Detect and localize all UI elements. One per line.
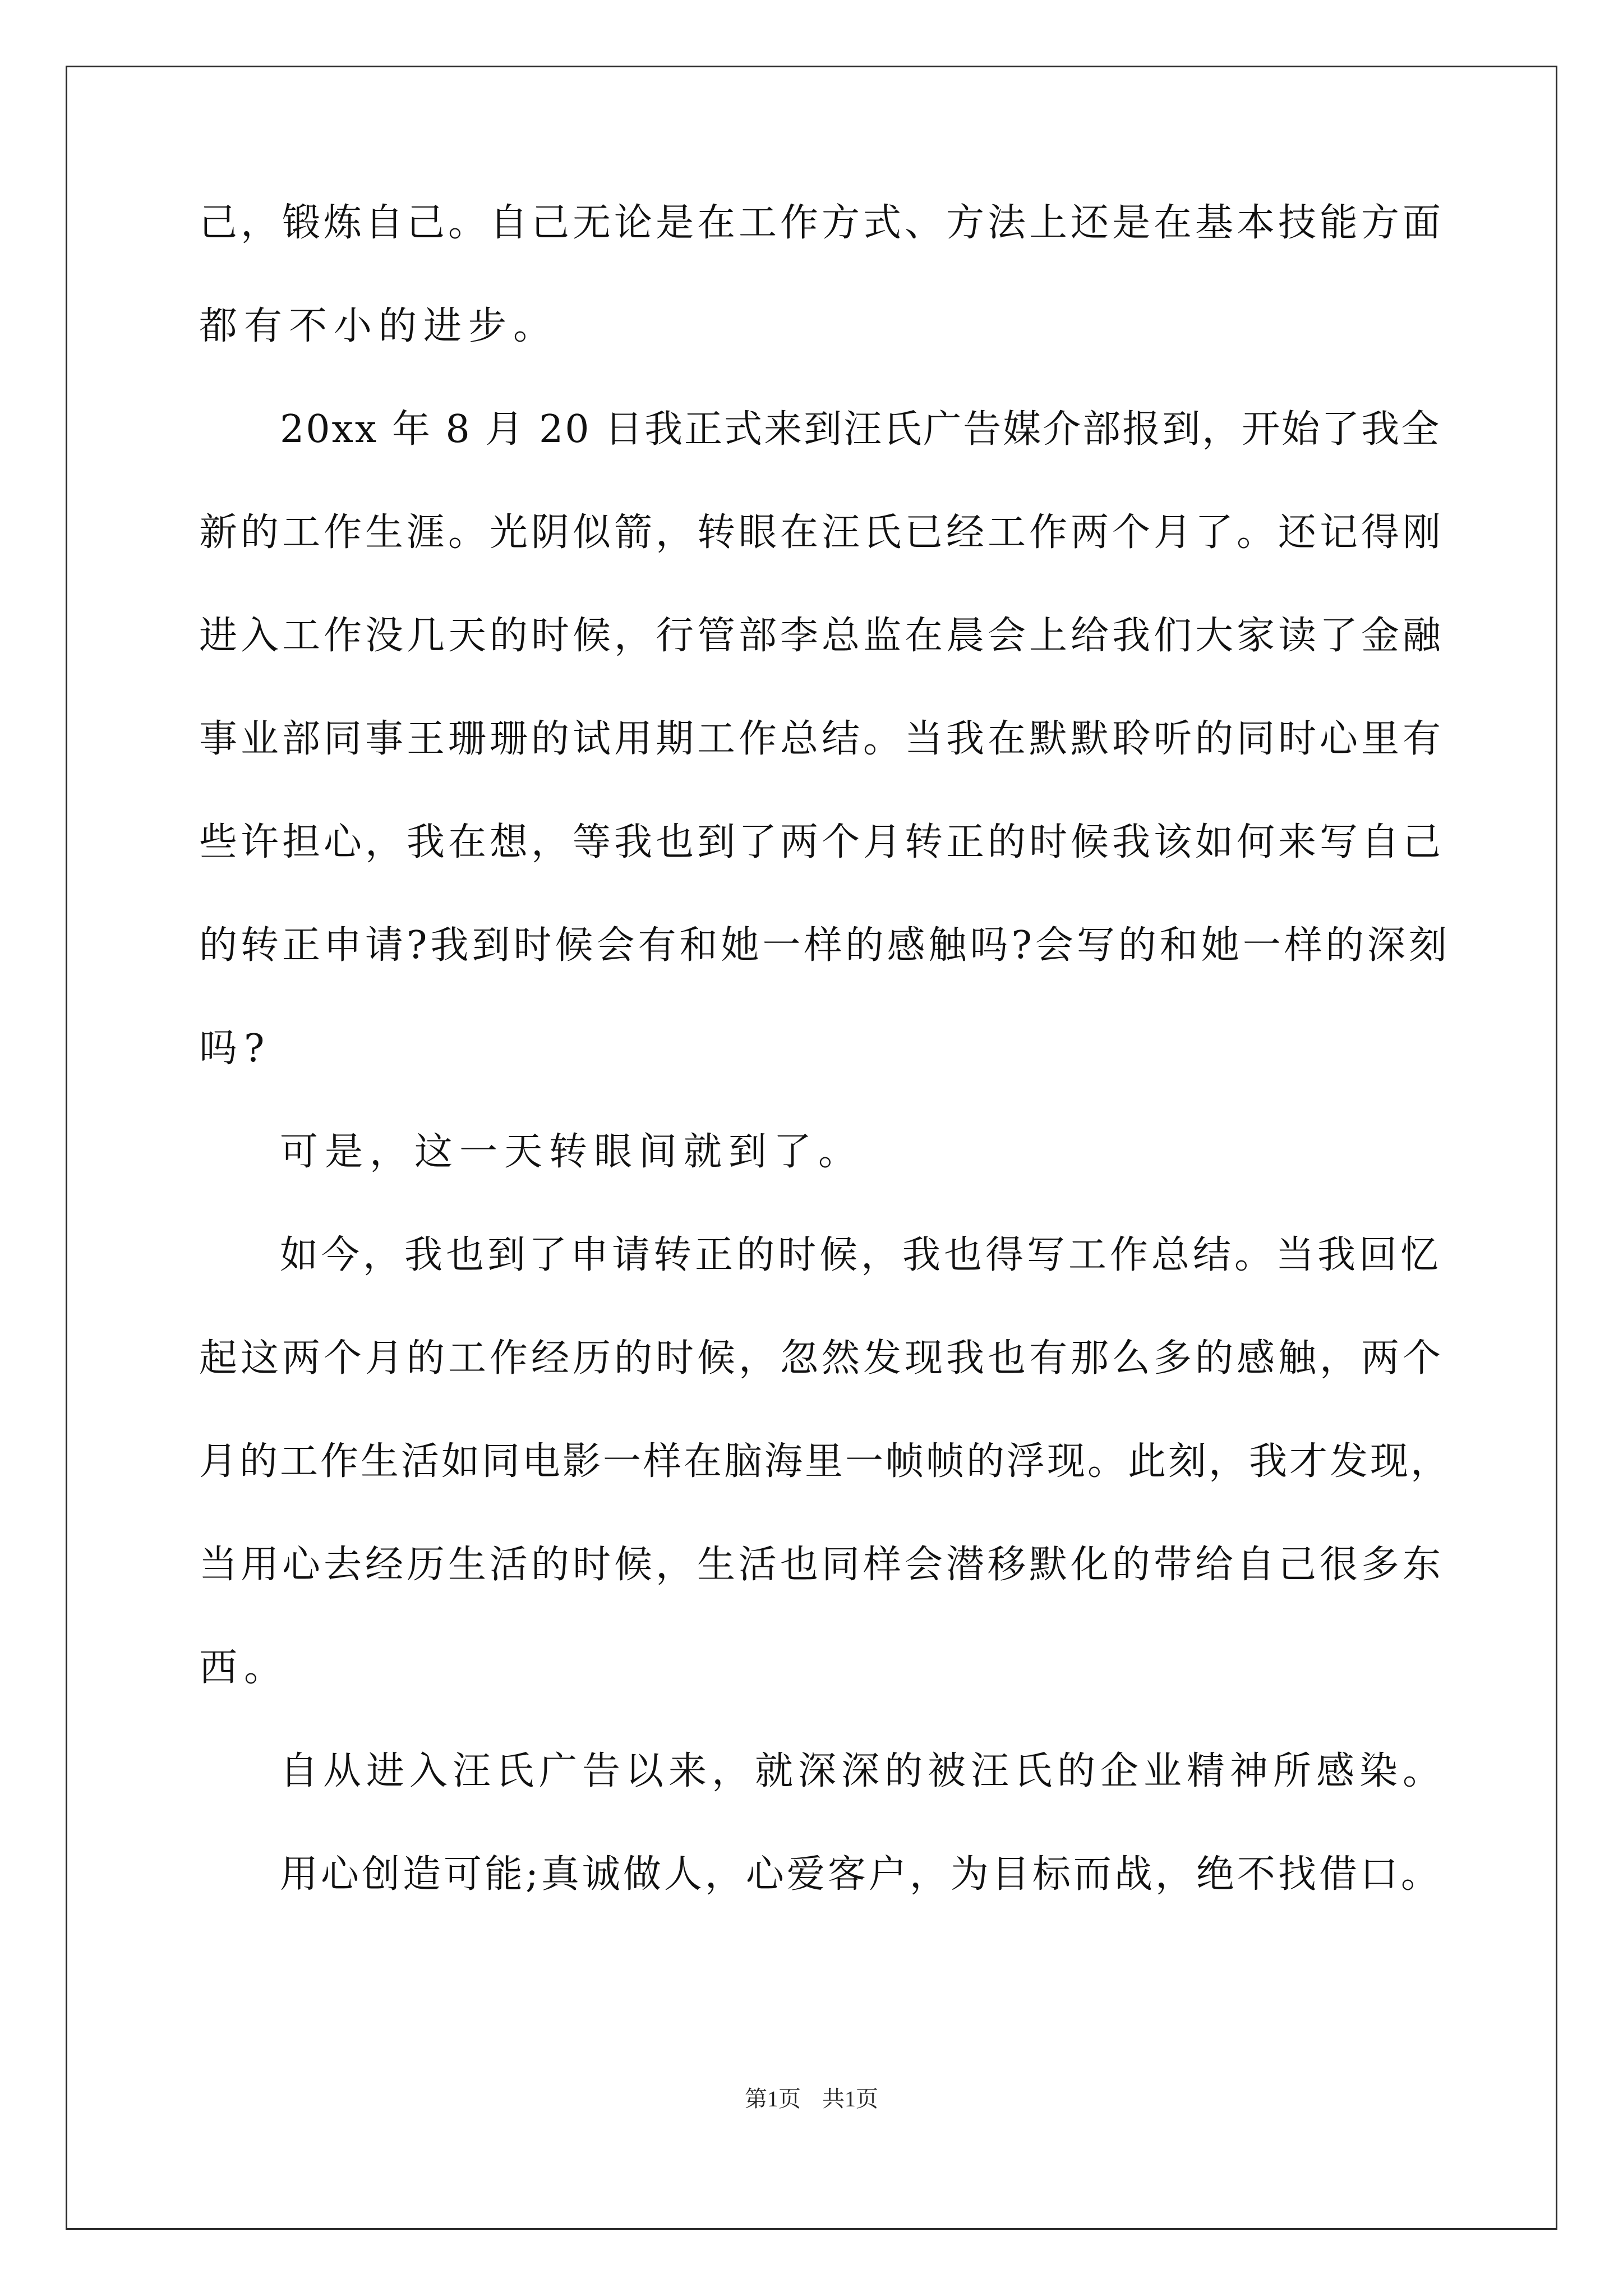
text-line: 都有不小的进步。 [199,304,559,348]
text-line: 新的工作生涯。光阴似箭，转眼在汪氏已经工作两个月了。还记得刚 [199,510,1445,555]
text-line: 吗? [199,1027,271,1071]
text-line: 进入工作没几天的时候，行管部李总监在晨会上给我们大家读了金融 [199,614,1445,658]
text-line: 起这两个月的工作经历的时候，忽然发现我也有那么多的感触，两个 [199,1336,1445,1381]
text-line: 20xx 年 8 月 20 日我正式来到汪氏广告媒介部报到，开始了我全 [280,407,1441,452]
text-line: 如今，我也到了申请转正的时候，我也得写工作总结。当我回忆 [280,1233,1442,1277]
text-line: 些许担心，我在想，等我也到了两个月转正的时候我该如何来写自己 [199,820,1445,864]
text-line: 西。 [199,1646,289,1690]
text-line: 可是，这一天转眼间就到了。 [280,1130,864,1174]
page-number: 第1页 [745,2086,801,2111]
text-line: 自从进入汪氏广告以来，就深深的被汪氏的企业精神所感染。 [280,1749,1446,1793]
total-pages: 共1页 [822,2086,878,2111]
text-line: 用心创造可能;真诚做人，心爱客户，为目标而战，绝不找借口。 [280,1852,1442,1897]
text-line: 事业部同事王珊珊的试用期工作总结。当我在默默聆听的同时心里有 [199,717,1445,761]
document-body [199,202,1455,1957]
text-line: 月的工作生活如同电影一样在脑海里一帧帧的浮现。此刻，我才发现， [199,1439,1451,1484]
text-line: 的转正申请?我到时候会有和她一样的感触吗?会写的和她一样的深刻 [199,923,1450,968]
text-line: 己，锻炼自己。自己无论是在工作方式、方法上还是在基本技能方面 [199,201,1445,245]
page-footer [0,2086,1623,2113]
text-line: 当用心去经历生活的时候，生活也同样会潜移默化的带给自己很多东 [199,1543,1445,1587]
